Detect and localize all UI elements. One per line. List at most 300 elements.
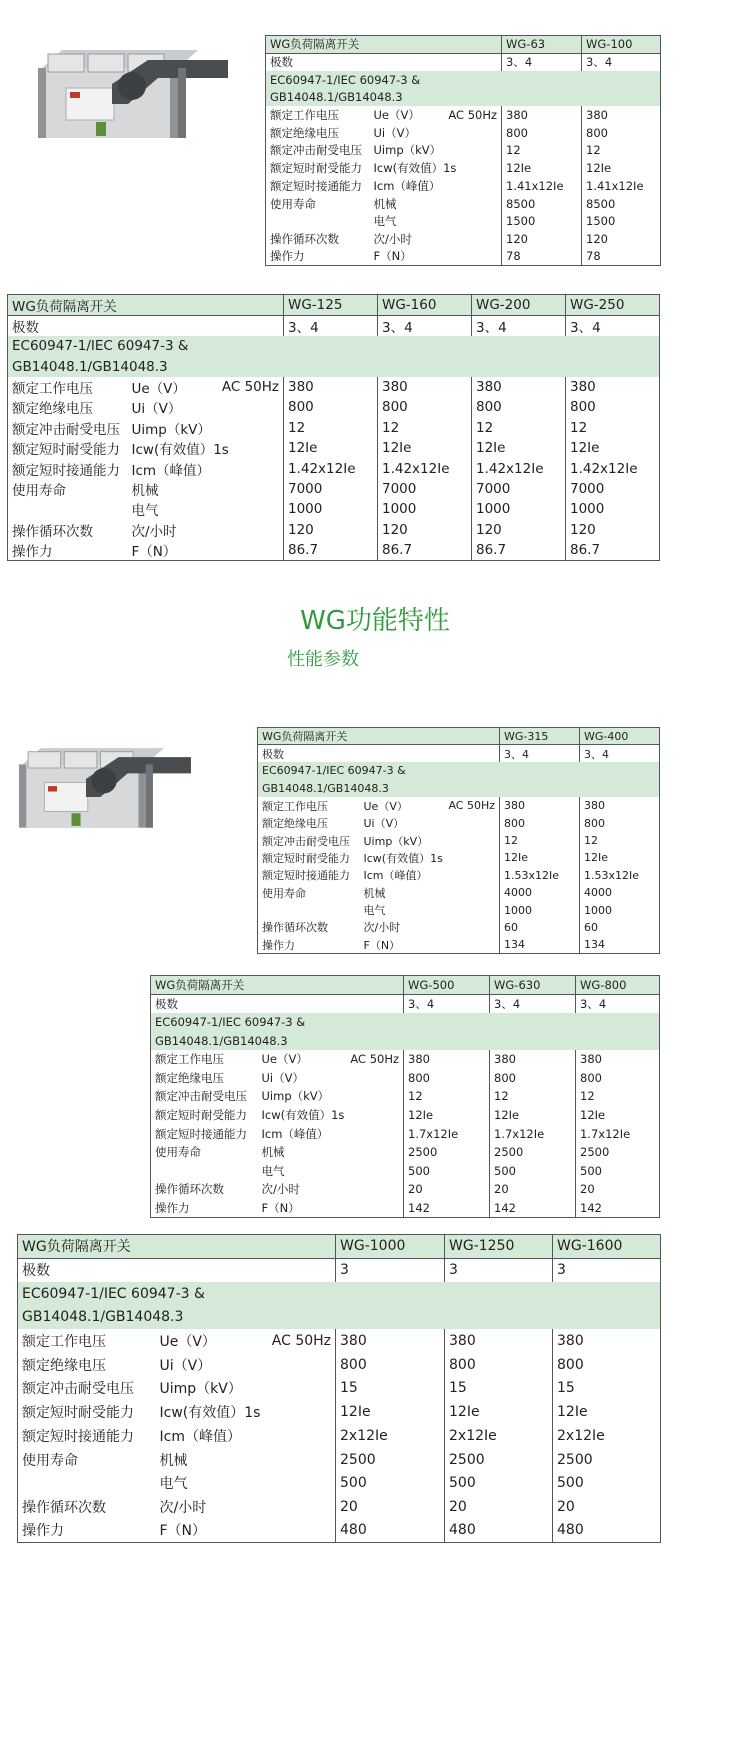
section-title: WG功能特性 [300,606,450,636]
cell-value: 480 [445,1519,553,1543]
cell-value: 12Ie [336,1400,445,1424]
cell-value: 380 [490,1050,576,1069]
spec-table [17,1234,661,1543]
row-label: 使用寿命 [22,1452,78,1469]
model-header: WG-160 [378,295,472,316]
cell-value: 15 [553,1377,661,1401]
cell-value: 78 [502,248,582,266]
row-label: 额定冲击耐受电压 [155,1089,247,1104]
table-row [258,901,660,918]
table-row [8,438,660,458]
table-header-row [266,36,661,54]
row-label: 操作循环次数 [155,1182,224,1197]
cell-value: 500 [576,1161,660,1180]
param-text: 机械 [261,1145,285,1160]
row-label: 额定工作电压 [270,108,339,123]
param-text: Uimp（kV） [363,834,429,848]
model-header: WG-400 [580,728,660,745]
param-text: 电气 [159,1476,188,1493]
cell-value: 1.7x12Ie [404,1124,490,1143]
cell-value: 3、4 [580,745,660,762]
table-header-row [8,295,660,316]
cell-value: 1.7x12Ie [490,1124,576,1143]
cell-value: 12 [576,1087,660,1106]
cell-value: 20 [490,1180,576,1199]
table-row [8,397,660,417]
param-text: 次/小时 [363,921,401,935]
model-header: WG-100 [582,36,661,54]
cell-value: 1.42x12Ie [284,458,378,478]
param-text: 机械 [373,196,397,211]
row-label: 额定工作电压 [155,1052,224,1067]
param-text: F（N） [159,1523,207,1540]
cell-value: 142 [576,1199,660,1218]
table-row [151,1068,660,1087]
table-row [258,936,660,953]
cell-value: 800 [378,397,472,417]
cell-value: 20 [404,1180,490,1199]
param-text: 机械 [363,886,386,900]
table-row [151,1013,660,1032]
cell-value: 12Ie [284,438,378,458]
cell-value: 500 [336,1471,445,1495]
row-label: 操作力 [12,543,53,560]
model-header: WG-200 [472,295,566,316]
cell-value: 380 [378,377,472,397]
cell-value: 1000 [378,499,472,519]
table-title: WG负荷隔离开关 [8,295,284,316]
cell-value: 12 [404,1087,490,1106]
param-text: F（N） [131,543,177,560]
table-row [151,1143,660,1162]
cell-value: 1000 [500,901,580,918]
spec-table [7,294,660,561]
cell-value: 1.53x12Ie [580,867,660,884]
param-text: Ui（V） [373,125,416,140]
param-text: Ui（V） [159,1357,212,1374]
param-text: Ui（V） [363,817,405,831]
table-header-row [258,728,660,745]
table-row [266,124,661,142]
row-label: 极数 [12,320,39,336]
row-label: 额定短时接通能力 [270,178,362,193]
cell-value: 20 [445,1495,553,1519]
row-label: 额定短时耐受能力 [262,851,350,865]
cell-value: 1500 [502,212,582,230]
cell-value: 12Ie [502,159,582,177]
model-header: WG-1600 [553,1235,661,1259]
cell-value: 4000 [580,884,660,901]
table-row [266,159,661,177]
cell-value: 3、4 [582,53,661,71]
cell-value: 800 [445,1353,553,1377]
cell-value: 380 [566,377,660,397]
param-extra: AC 50Hz [350,1052,400,1067]
row-label: 极数 [270,55,293,70]
cell-value: 500 [445,1471,553,1495]
cell-value: 142 [404,1199,490,1218]
table-title: WG负荷隔离开关 [266,36,502,54]
cell-value: 800 [490,1068,576,1087]
table-row [8,336,660,356]
cell-value: 120 [566,520,660,540]
table-row [266,71,661,89]
cell-value: 3、4 [284,316,378,337]
param-text: F（N） [373,249,412,264]
table-row [258,884,660,901]
cell-value: 134 [580,936,660,953]
table-row [18,1282,661,1306]
cell-value: 380 [576,1050,660,1069]
row-label: 使用寿命 [262,886,306,900]
param-text: Icw(有效值）1s [261,1107,345,1122]
table-row [18,1329,661,1353]
cell-value: 12 [566,418,660,438]
param-text: Uimp（kV） [159,1381,242,1398]
row-label [8,499,128,519]
table-row [258,919,660,936]
param-text: 次/小时 [159,1499,207,1516]
param-text: Ue（V） [363,799,408,813]
param-text: Ui（V） [131,401,182,418]
row-label [151,1161,258,1180]
cell-value: 380 [500,797,580,814]
standard-line: GB14048.1/GB14048.3 [151,1031,660,1050]
row-label [258,901,360,918]
param-text: 电气 [131,503,159,520]
cell-value: 3、4 [490,994,576,1013]
table-row [266,248,661,266]
standard-line: GB14048.1/GB14048.3 [258,780,660,797]
row-label: 操作循环次数 [270,231,339,246]
param-text: Ue（V） [373,108,420,123]
table-row [151,1161,660,1180]
param-extra: AC 50Hz [271,1333,332,1350]
cell-value: 3、4 [404,994,490,1013]
model-header: WG-250 [566,295,660,316]
cell-value: 8500 [582,195,661,213]
cell-value: 15 [445,1377,553,1401]
row-label: 操作循环次数 [262,921,328,935]
standard-line: GB14048.1/GB14048.3 [8,356,660,376]
row-label: 操作力 [262,938,295,952]
cell-value: 3、4 [378,316,472,337]
table-row [18,1306,661,1330]
param-extra: AC 50Hz [448,799,495,813]
row-label: 额定绝缘电压 [155,1070,224,1085]
cell-value: 120 [502,230,582,248]
param-text: 机械 [159,1452,188,1469]
cell-value: 12 [284,418,378,438]
table-row [8,377,660,397]
cell-value: 380 [502,106,582,124]
cell-value: 7000 [378,479,472,499]
cell-value: 3 [553,1258,661,1282]
row-label: 操作循环次数 [22,1499,106,1516]
param-text: Ui（V） [261,1070,304,1085]
cell-value: 120 [582,230,661,248]
cell-value: 3、4 [566,316,660,337]
table-row [258,832,660,849]
row-label: 额定短时耐受能力 [155,1107,247,1122]
table-row [258,745,660,762]
cell-value: 78 [582,248,661,266]
row-label: 额定工作电压 [12,380,93,397]
row-label: 极数 [262,747,284,761]
cell-value: 1000 [566,499,660,519]
table-row [151,1106,660,1125]
cell-value: 800 [566,397,660,417]
cell-value: 86.7 [284,540,378,561]
row-label: 额定冲击耐受电压 [22,1381,134,1398]
param-text: Icm（峰值） [159,1428,241,1445]
table-row [151,994,660,1013]
table-row [151,1180,660,1199]
row-label: 操作力 [155,1200,190,1215]
row-label: 额定工作电压 [262,799,328,813]
cell-value: 480 [553,1519,661,1543]
row-label: 使用寿命 [12,482,66,499]
row-label: 操作力 [270,249,305,264]
table-title: WG负荷隔离开关 [151,976,404,995]
cell-value: 500 [553,1471,661,1495]
cell-value: 380 [336,1329,445,1353]
param-text: Uimp（kV） [131,421,211,438]
param-text: 次/小时 [373,231,412,246]
cell-value: 20 [576,1180,660,1199]
param-text: 电气 [373,214,397,229]
cell-value: 2x12Ie [445,1424,553,1448]
model-header: WG-800 [576,976,660,995]
standard-line: EC60947-1/IEC 60947-3 & [266,71,661,89]
model-header: WG-1250 [445,1235,553,1259]
model-header: WG-500 [404,976,490,995]
cell-value: 800 [404,1068,490,1087]
cell-value: 1.53x12Ie [500,867,580,884]
row-label: 额定短时接通能力 [262,869,350,883]
model-header: WG-63 [502,36,582,54]
param-cell [360,797,500,814]
cell-value: 1000 [580,901,660,918]
table-header-row [18,1235,661,1259]
cell-value: 12Ie [576,1106,660,1125]
row-label [266,212,370,230]
row-label: 额定短时耐受能力 [12,442,120,459]
param-text: Icm（峰值） [261,1126,329,1141]
cell-value: 2x12Ie [336,1424,445,1448]
table-row [8,479,660,499]
cell-value: 800 [284,397,378,417]
cell-value: 3、4 [576,994,660,1013]
cell-value: 3、4 [502,53,582,71]
cell-value: 380 [404,1050,490,1069]
param-text: Icm（峰值） [373,178,441,193]
row-label: 使用寿命 [155,1145,201,1160]
cell-value: 1000 [284,499,378,519]
standard-line: EC60947-1/IEC 60947-3 & [18,1282,661,1306]
table-row [18,1353,661,1377]
section-subtitle: 性能参数 [287,649,359,670]
table-row [258,849,660,866]
cell-value: 800 [336,1353,445,1377]
table-row [266,89,661,107]
switch-product-image [28,38,238,148]
table-row [8,418,660,438]
cell-value: 12 [472,418,566,438]
cell-value: 12Ie [404,1106,490,1125]
cell-value: 1.41x12Ie [582,177,661,195]
table-row [151,1050,660,1069]
cell-value: 380 [445,1329,553,1353]
param-text: 电气 [363,904,386,918]
cell-value: 12 [580,832,660,849]
param-text: Uimp（kV） [373,143,442,158]
table-row [18,1400,661,1424]
cell-value: 20 [553,1495,661,1519]
cell-value: 1.42x12Ie [472,458,566,478]
row-label: 极数 [22,1263,50,1280]
cell-value: 380 [472,377,566,397]
param-text: Ue（V） [159,1334,216,1351]
param-extra: AC 50Hz [448,108,498,123]
param-text: 次/小时 [131,523,177,540]
cell-value: 2500 [553,1448,661,1472]
param-cell [370,106,502,124]
cell-value: 60 [580,919,660,936]
cell-value: 800 [472,397,566,417]
cell-value: 7000 [284,479,378,499]
table-row [18,1258,661,1282]
cell-value: 12 [490,1087,576,1106]
table-row [266,177,661,195]
table-row [18,1471,661,1495]
table-row [266,106,661,124]
cell-value: 12Ie [378,438,472,458]
cell-value: 380 [582,106,661,124]
model-header: WG-315 [500,728,580,745]
cell-value: 86.7 [472,540,566,561]
cell-value: 1.41x12Ie [502,177,582,195]
table-row [18,1448,661,1472]
cell-value: 1.42x12Ie [566,458,660,478]
cell-value: 3、4 [500,745,580,762]
cell-value: 2500 [404,1143,490,1162]
table-header-row [151,976,660,995]
row-label: 使用寿命 [270,196,316,211]
table-row [266,212,661,230]
cell-value: 86.7 [566,540,660,561]
table-row [8,356,660,376]
standard-line: EC60947-1/IEC 60947-3 & [8,336,660,356]
table-row [258,814,660,831]
table-row [18,1377,661,1401]
cell-value: 500 [490,1161,576,1180]
cell-value: 142 [490,1199,576,1218]
table-row [266,230,661,248]
row-label: 额定短时耐受能力 [22,1405,134,1422]
switch-product-image [10,732,200,842]
param-text: 次/小时 [261,1182,300,1197]
param-text: Icw(有效值）1s [159,1405,261,1422]
param-text: Icm（峰值） [131,462,211,479]
row-label: 额定冲击耐受电压 [262,834,350,848]
cell-value: 8500 [502,195,582,213]
row-label: 额定绝缘电压 [22,1357,106,1374]
cell-value: 380 [580,797,660,814]
table-row [266,53,661,71]
param-text: 电气 [261,1163,285,1178]
cell-value: 500 [404,1161,490,1180]
table-row [151,1124,660,1143]
cell-value: 1000 [472,499,566,519]
cell-value: 480 [336,1519,445,1543]
row-label: 操作循环次数 [12,523,93,540]
cell-value: 7000 [566,479,660,499]
cell-value: 3 [336,1258,445,1282]
param-text: 机械 [131,482,159,499]
cell-value: 2500 [490,1143,576,1162]
standard-line: GB14048.1/GB14048.3 [266,89,661,107]
cell-value: 12Ie [582,159,661,177]
cell-value: 15 [336,1377,445,1401]
row-label: 额定工作电压 [22,1334,106,1351]
cell-value: 2500 [336,1448,445,1472]
row-label: 额定短时耐受能力 [270,161,362,176]
cell-value: 12Ie [500,849,580,866]
cell-value: 12Ie [580,849,660,866]
cell-value: 4000 [500,884,580,901]
cell-value: 2500 [576,1143,660,1162]
table-row [8,458,660,478]
param-extra: AC 50Hz [221,378,279,395]
table-row [151,1087,660,1106]
table-row [18,1519,661,1543]
table-row [151,1031,660,1050]
cell-value: 12 [500,832,580,849]
cell-value: 12 [378,418,472,438]
param-text: Ue（V） [261,1052,308,1067]
table-row [18,1495,661,1519]
table-row [8,499,660,519]
cell-value: 800 [553,1353,661,1377]
table-row [258,867,660,884]
model-header: WG-125 [284,295,378,316]
row-label: 额定冲击耐受电压 [12,421,120,438]
standard-line: GB14048.1/GB14048.3 [18,1306,661,1330]
cell-value: 1.7x12Ie [576,1124,660,1143]
cell-value: 12Ie [445,1400,553,1424]
cell-value: 120 [378,520,472,540]
table-row [8,520,660,540]
spec-table [265,35,661,266]
cell-value: 12 [582,142,661,160]
cell-value: 86.7 [378,540,472,561]
param-text: Icw(有效值）1s [363,851,443,865]
row-label: 额定冲击耐受电压 [270,143,362,158]
cell-value: 3、4 [472,316,566,337]
cell-value: 1500 [582,212,661,230]
table-row [258,797,660,814]
model-header: WG-1000 [336,1235,445,1259]
cell-value: 2500 [445,1448,553,1472]
row-label: 额定绝缘电压 [270,125,339,140]
table-title: WG负荷隔离开关 [18,1235,336,1259]
cell-value: 134 [500,936,580,953]
cell-value: 20 [336,1495,445,1519]
row-label: 操作力 [22,1523,64,1540]
cell-value: 800 [500,814,580,831]
cell-value: 800 [576,1068,660,1087]
